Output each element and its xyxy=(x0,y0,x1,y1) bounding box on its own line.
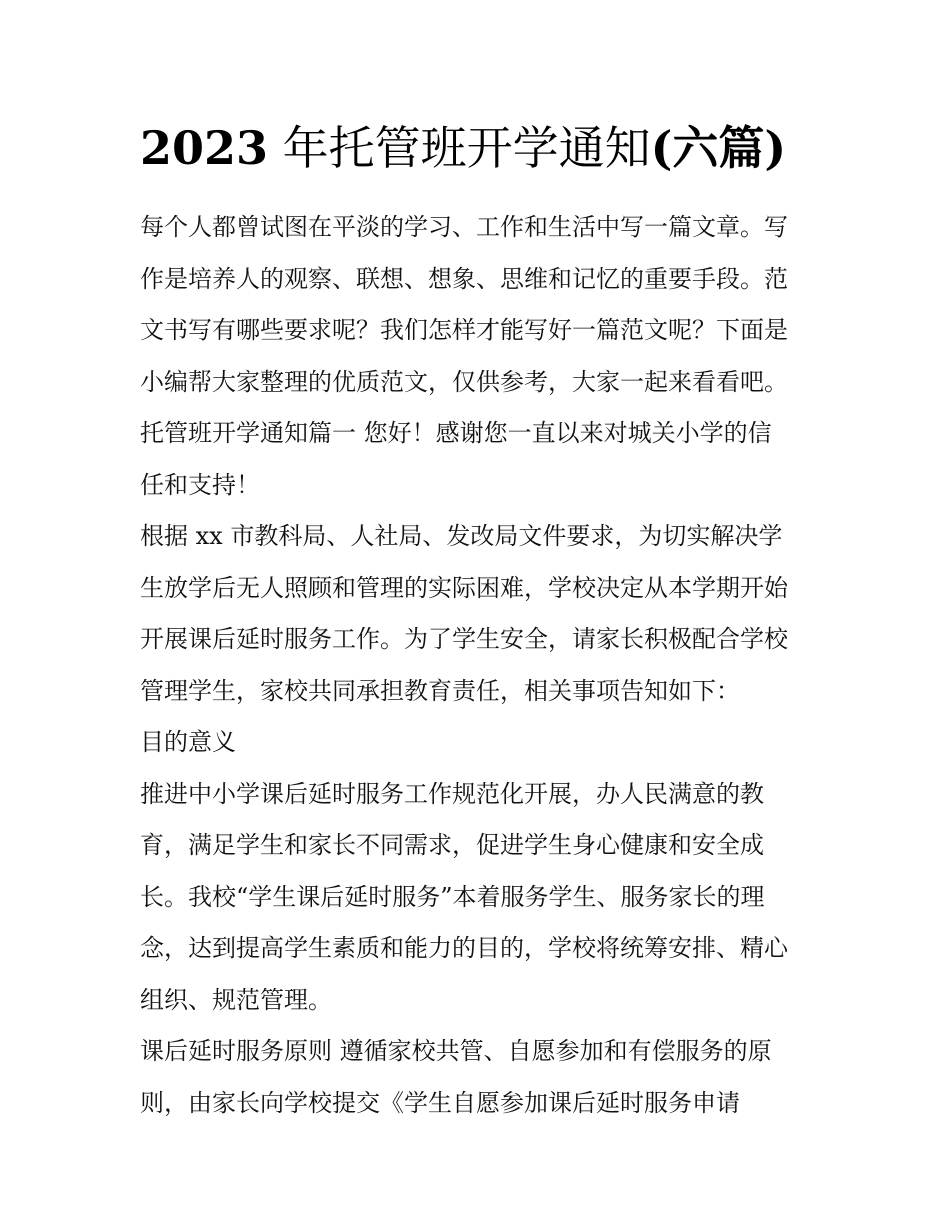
document-title xyxy=(140,116,830,180)
title-text: 年托管班开学通知 xyxy=(282,121,651,175)
title-year: 2023 xyxy=(140,121,269,175)
body-line: 推进中小学课后延时服务工作规范化开展，办人民满意的教 xyxy=(140,779,764,808)
body-line: 组织、规范管理。 xyxy=(140,985,332,1014)
body-line: 长。我校“学生课后延时服务”本着服务学生、服务家长的理 xyxy=(140,882,765,911)
body-line: 小编帮大家整理的优质范文，仅供参考，大家一起来看看吧。 xyxy=(140,367,788,396)
document-body xyxy=(140,202,820,1129)
body-line: 托管班开学通知篇一 您好！感谢您一直以来对城关小学的信 xyxy=(140,419,772,447)
body-line: 管理学生，家校共同承担教育责任，相关事项告知如下： xyxy=(140,676,740,705)
section-heading: 目的意义 xyxy=(140,728,236,756)
body-line: 生放学后无人照顾和管理的实际困难，学校决定从本学期开始 xyxy=(140,573,788,602)
title-paren: (六篇) xyxy=(650,121,787,175)
body-line: 育，满足学生和家长不同需求，促进学生身心健康和安全成 xyxy=(140,831,764,859)
body-line: 作是培养人的观察、联想、想象、思维和记忆的重要手段。范 xyxy=(140,264,788,293)
body-line: 每个人都曾试图在平淡的学习、工作和生活中写一篇文章。写 xyxy=(140,213,788,241)
body-line: 根据 xx 市教科局、人社局、发改局文件要求，为切实解决学 xyxy=(140,522,783,550)
body-line: 课后延时服务原则 遵循家校共管、自愿参加和有偿服务的原 xyxy=(140,1037,772,1065)
body-line: 开展课后延时服务工作。为了学生安全，请家长积极配合学校 xyxy=(140,625,788,653)
body-line: 则，由家长向学校提交《学生自愿参加课后延时服务申请 xyxy=(140,1088,740,1117)
body-line: 文书写有哪些要求呢？我们怎样才能写好一篇范文呢？下面是 xyxy=(140,316,788,344)
body-line: 念，达到提高学生素质和能力的目的，学校将统筹安排、精心 xyxy=(140,934,788,962)
body-line: 任和支持！ xyxy=(140,470,260,499)
